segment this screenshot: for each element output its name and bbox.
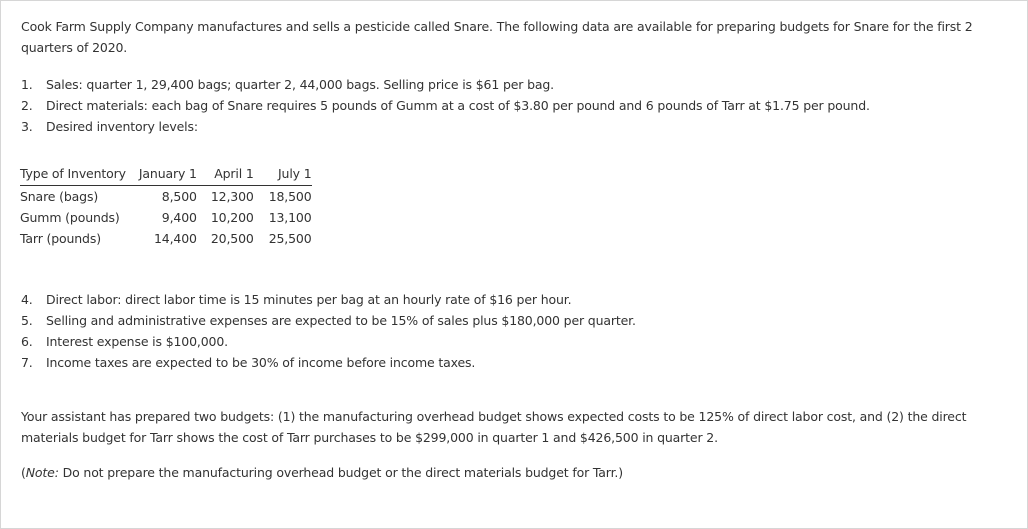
problem-content — [21, 16, 1011, 483]
column-header-april: April 1 — [197, 163, 254, 186]
cell-july: 25,500 — [268, 231, 312, 246]
cell-january: 14,400 — [154, 231, 197, 246]
note-paragraph — [21, 462, 1011, 483]
list-item-number: 5. — [21, 313, 33, 328]
data-list-part-2 — [21, 289, 1011, 373]
list-item-number: 2. — [21, 98, 33, 113]
list-item-text: Income taxes are expected to be 30% of income before income taxes. — [46, 355, 476, 370]
list-item-number: 4. — [21, 292, 33, 307]
cell-april: 10,200 — [210, 210, 254, 225]
table-header-row — [20, 163, 312, 186]
table-row — [20, 228, 312, 249]
column-header-july: July 1 — [254, 163, 312, 186]
note-text: Do not prepare the manufacturing overhead budget or the direct materials budget for Tarr.) — [58, 465, 623, 480]
list-item — [21, 116, 1011, 137]
cell-january: 9,400 — [161, 210, 197, 225]
list-item-text: Sales: quarter 1, 29,400 bags; quarter 2, 44,000 bags. Selling price is $61 per bag. — [46, 77, 554, 92]
list-item-text: Direct materials: each bag of Snare requires 5 pounds of Gumm at a cost of $3.80 per pound and 6 pounds of Tarr at $1.75 per pound. — [46, 98, 870, 113]
list-item-number: 7. — [21, 355, 33, 370]
assistant-paragraph: Your assistant has prepared two budgets: (1) the manufacturing overhead budget shows expected costs to be 125% of direct labor cost, and (2) the direct materials budget for Tarr shows the cost of Tarr purchases to be $299,000 in quarter 1 and $426,500 in quarter 2. — [21, 409, 967, 445]
table-row — [20, 186, 312, 208]
cell-july: 13,100 — [268, 210, 312, 225]
cell-july: 18,500 — [268, 189, 312, 204]
list-item-text: Interest expense is $100,000. — [46, 334, 228, 349]
list-item-text: Desired inventory levels: — [46, 119, 198, 134]
list-item-text: Selling and administrative expenses are expected to be 15% of sales plus $180,000 per quarter. — [46, 313, 636, 328]
list-item — [21, 352, 1011, 373]
note-open-paren: ( — [21, 465, 26, 480]
column-header-type: Type of Inventory — [20, 163, 139, 186]
list-item — [21, 95, 1011, 116]
cell-april: 12,300 — [210, 189, 254, 204]
note-label: Note: — [25, 465, 59, 480]
table-row — [20, 207, 312, 228]
column-header-january: January 1 — [139, 163, 197, 186]
list-item — [21, 331, 1011, 352]
row-label: Snare (bags) — [20, 189, 99, 204]
list-item — [21, 289, 1011, 310]
list-item-number: 6. — [21, 334, 33, 349]
data-list-part-1 — [21, 74, 1011, 137]
list-item — [21, 310, 1011, 331]
intro-paragraph: Cook Farm Supply Company manufactures and sells a pesticide called Snare. The following data are available for preparing budgets for Snare for the first 2 quarters of 2020. — [21, 19, 973, 55]
cell-april: 20,500 — [210, 231, 254, 246]
list-item — [21, 74, 1011, 95]
list-item-number: 3. — [21, 119, 33, 134]
inventory-table — [20, 163, 312, 249]
row-label: Tarr (pounds) — [20, 231, 101, 246]
list-item-number: 1. — [21, 77, 33, 92]
list-item-text: Direct labor: direct labor time is 15 minutes per bag at an hourly rate of $16 per hour. — [46, 292, 572, 307]
row-label: Gumm (pounds) — [20, 210, 120, 225]
cell-january: 8,500 — [161, 189, 197, 204]
